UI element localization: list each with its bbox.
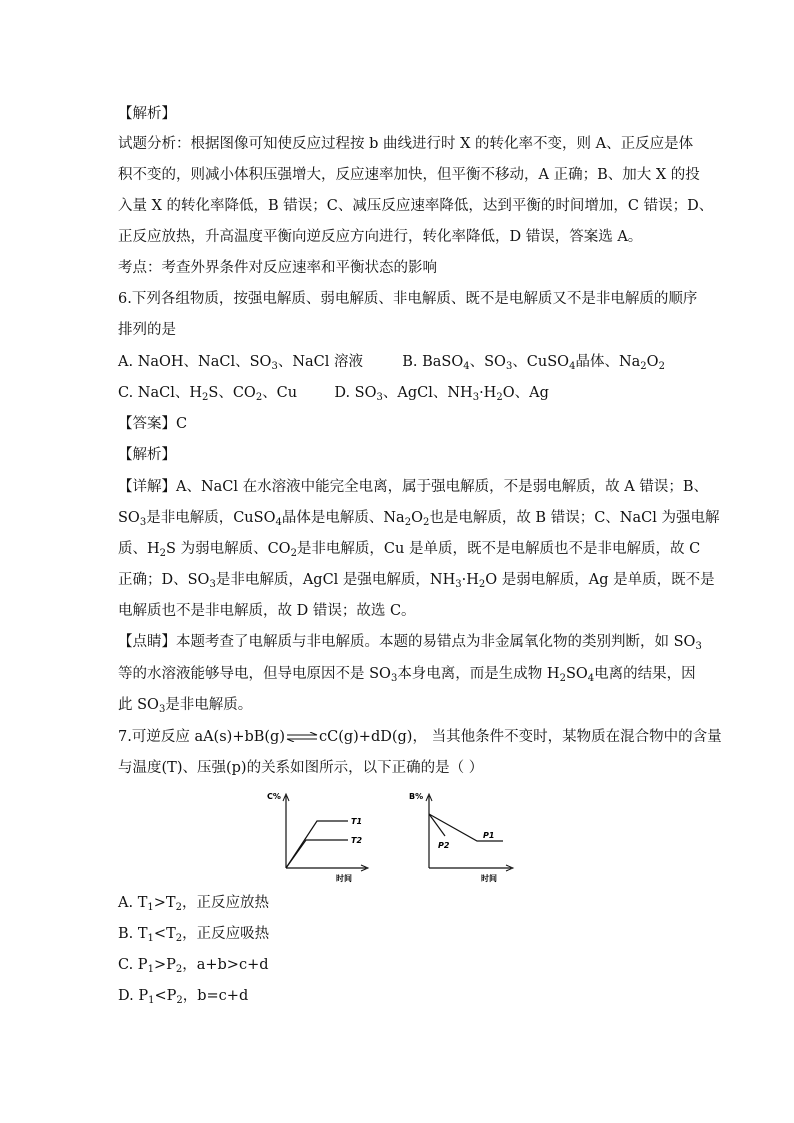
analysis-line-4: 正反应放热，升高温度平衡向逆反应方向进行，转化率降低，D 错误，答案选 A。 (118, 229, 643, 245)
analysis-heading: 【解析】 (118, 106, 176, 122)
q6-stem-line-1: 6.下列各组物质，按强电解质、弱电解质、非电解质、既不是电解质又不是非电解质的顺序 (118, 291, 698, 307)
q7-option-a: A. $T_1>T_2$，正反应放热 (118, 895, 269, 913)
q6-comment-line-1: 【点睛】本题考查了电解质与非电解质。本题的易错点为非金属氧化物的类别判断，如 $SO_3$ (118, 634, 702, 652)
q7-option-b: B. $T_1<T_2$，正反应吸热 (118, 926, 270, 944)
graph1-ylabel: C% (267, 792, 281, 801)
q7-stem-line-2: 与温度(T)、压强(p)的关系如图所示，以下正确的是（ ） (118, 760, 484, 776)
q6-detail-line-3: 质、$H_2S$ 为弱电解质、$CO_2$是非电解质，Cu 是单质，既不是电解质也不是非电解质，故 C (118, 541, 701, 559)
q7-option-c: C. $P_1>P_2$，a+b>c+d (118, 957, 269, 975)
q6-option-c: C. NaCl、$H_2S$、$CO_2$、Cu (118, 385, 298, 403)
q6-detail-line-1: 【详解】A、NaCl 在水溶液中能完全电离，属于强电解质，不是弱电解质，故 A 错误；B、 (118, 479, 708, 495)
graph1-label-t1: T1 (351, 817, 363, 826)
graph2-label-p2: P2 (438, 841, 450, 850)
q6-detail-line-4: 正确；D、$SO_3$是非电解质，AgCl 是强电解质，$NH_3\cdot H_2O$ 是弱电解质，Ag 是单质，既不是 (118, 572, 715, 590)
graph-b-percent (407, 788, 517, 888)
graph-c-percent (262, 788, 372, 888)
curve-t1 (286, 821, 348, 868)
equilibrium-arrow-icon (285, 732, 319, 742)
graph1-xlabel: 时间 (336, 874, 352, 883)
q7-option-d: D. $P_1<P_2$，b=c+d (118, 988, 249, 1006)
q6-option-a: A. NaOH、NaCl、$SO_3$、NaCl 溶液 (118, 354, 364, 372)
graph2-xlabel: 时间 (481, 874, 497, 883)
q6-detail-line-5: 电解质也不是非电解质，故 D 错误；故选 C。 (118, 603, 416, 619)
graph2-ylabel: B% (409, 792, 424, 801)
q6-comment-line-2: 等的水溶液能够导电，但导电原因不是 $SO_3$本身电离，而是生成物 $H_2SO_4$电离的结果，因 (118, 666, 696, 684)
q6-option-b: B. BaSO$_4$、$SO_3$、CuSO$_4$晶体、$Na_2O_2$ (402, 354, 665, 372)
analysis-line-3: 入量 X 的转化率降低，B 错误；C、减压反应速率降低，达到平衡的时间增加，C 错误；D、 (118, 198, 714, 214)
graph1-label-t2: T2 (351, 836, 363, 845)
q6-stem-line-2: 排列的是 (118, 322, 176, 338)
analysis-line-1: 试题分析：根据图像可知使反应过程按 b 曲线进行时 X 的转化率不变，则 A、正反应是体 (118, 136, 694, 152)
q6-option-d: D. $SO_3$、AgCl、$NH_3\cdot H_2O$、Ag (334, 385, 549, 403)
q6-comment-line-3: 此 $SO_3$是非电解质。 (118, 697, 253, 715)
q6-options-cd (118, 383, 549, 403)
q6-options-ab (118, 352, 665, 372)
curve-p2 (429, 814, 445, 836)
q7-stem-line-1: 7.可逆反应 aA(s)+bB(g) cC(g)+dD(g)， 当其他条件不变时，某物质在混合物中的含量 (118, 729, 722, 745)
kaodian-line: 考点：考查外界条件对反应速率和平衡状态的影响 (118, 260, 437, 276)
q6-detail-line-2: $SO_3$是非电解质，CuSO$_4$晶体是电解质、$Na_2O_2$也是电解质，故 B 错误；C、NaCl 为强电解 (118, 510, 720, 528)
analysis-line-2: 积不变的，则减小体积压强增大，反应速率加快，但平衡不移动，A 正确；B、加大 X 的投 (118, 167, 700, 183)
graph2-label-p1: P1 (483, 831, 495, 840)
q6-answer: 【答案】C (118, 416, 188, 432)
q6-analysis-heading: 【解析】 (118, 447, 176, 463)
curve-t2 (286, 840, 348, 868)
q7-figure (262, 788, 532, 888)
